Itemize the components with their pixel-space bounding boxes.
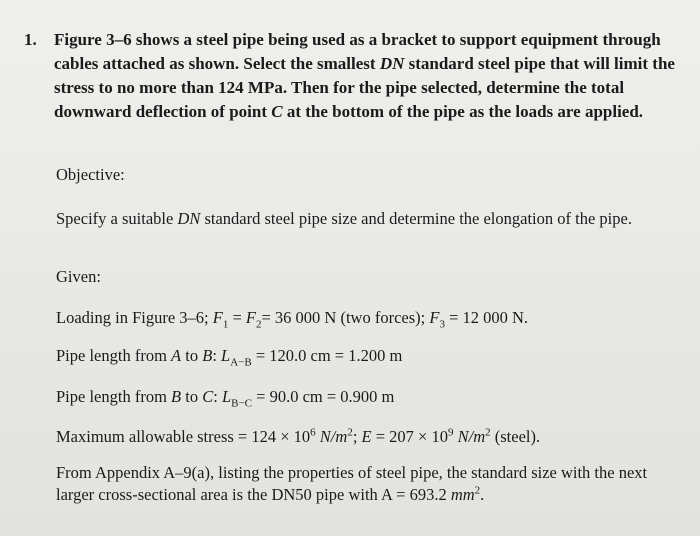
given-length-ab: Pipe length from A to B: $L_{A-B} = 120.0$ cm = 1.200 m [56, 346, 403, 369]
problem-text: Figure 3–6 shows a steel pipe being used as a bracket to support equipment through cables attached as shown. Select the smallest DN standard steel pipe that will limit the stress to no more than 124 MPa. Then for the pipe selected, determine the total downward deflection of point C at the bottom of the pipe as the loads are applied. [54, 30, 675, 121]
problem-statement [24, 28, 676, 124]
given-loading: Loading in Figure 3–6; $F_1 = F_2= 36$ 000 N (two forces); $F_3 = 12$ 000 N. [56, 308, 529, 331]
problem-number: 1. [24, 30, 37, 49]
given-length-bc: Pipe length from B to C: $L_{B-C} = 90.0$ cm = 0.900 m [56, 387, 395, 410]
given-heading: Given: [56, 267, 101, 286]
given-stress: Maximum allowable stress = $124 \times 10^6$ $N/m^2$; $E = 207 \times 10^9$ $N/m^2$ (steel). [56, 426, 541, 446]
given-appendix: From Appendix A–9(a), listing the properties of steel pipe, the standard size with the next larger cross-sectional area is the DN50 pipe with A = 693.2 $mm^2$. [56, 463, 648, 504]
objective-heading: Objective: [56, 165, 125, 184]
objective-text: Specify a suitable DN standard steel pipe size and determine the elongation of the pipe. [56, 209, 632, 228]
